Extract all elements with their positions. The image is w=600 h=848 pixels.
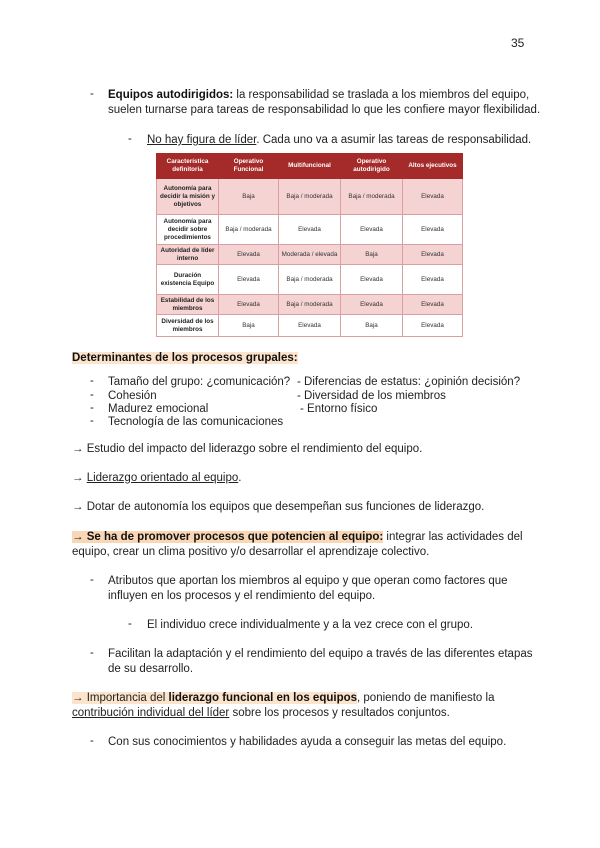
determinant-item: Tamaño del grupo: ¿comunicación? [108, 376, 291, 388]
table-row [157, 179, 463, 215]
bullet-dash: - [90, 574, 94, 586]
importance-underlined: contribución individual del líder [72, 707, 230, 719]
table-cell: Elevada [403, 315, 463, 337]
bullet-dash: - [90, 88, 94, 100]
table-row [157, 315, 463, 337]
arrow-suffix: . [238, 472, 242, 484]
determinant-item: Madurez emocional [108, 403, 209, 415]
table-cell: Autonomía para decidir sobre procedimientos [157, 215, 219, 245]
table-cell: Elevada [403, 179, 463, 215]
list-dash: - [90, 402, 94, 414]
bullet-dash: - [90, 647, 94, 659]
arrow-line-promote-cont: equipo, crear un clima positivo y/o desarrollar el aprendizaje colectivo. [72, 546, 430, 558]
bullet-attributes-cont: influyen en los procesos y el rendimiento del equipo. [108, 590, 376, 602]
table-cell: Baja / moderada [219, 215, 279, 245]
table-row [157, 265, 463, 295]
arrow-underlined: Liderazgo orientado al equipo [86, 472, 239, 484]
importance-text: , poniendo de manifiesto la [357, 692, 495, 704]
bullet-facilitate: Facilitan la adaptación y el rendimiento del equipo a través de las diferentes etapas [108, 648, 533, 660]
table-header-row [157, 154, 463, 179]
determinants-heading [72, 351, 298, 366]
table-cell: Baja [341, 245, 403, 265]
arrow-line-promote [72, 530, 523, 545]
bullet-text: la responsabilidad se traslada a los miembros del equipo, [233, 89, 530, 101]
sub-bullet-text: . Cada uno va a asumir las tareas de responsabilidad. [256, 134, 532, 146]
sub-bullet-underlined: No hay figura de líder [147, 134, 257, 146]
table-cell: Elevada [403, 245, 463, 265]
list-dash: - [90, 389, 94, 401]
arrow-prefix: → [72, 472, 87, 484]
arrow-line-autonomy: → Dotar de autonomía los equipos que desempeñan sus funciones de liderazgo. [72, 501, 485, 513]
determinants-heading-text: Determinantes de los procesos grupales: [72, 352, 298, 364]
list-dash: - [90, 375, 94, 387]
table-cell: Elevada [341, 295, 403, 315]
table-cell: Duración existencia Equipo [157, 265, 219, 295]
importance-prefix: → Importancia del [72, 692, 169, 704]
arrow-highlight: → Se ha de promover procesos que potencien al equipo: [72, 531, 384, 543]
bullet-equipos-autodirigidos [108, 88, 529, 103]
sub-bullet-dash: - [128, 133, 132, 145]
table-cell: Autoridad de líder interno [157, 245, 219, 265]
table-header: Característica definitoria [157, 154, 219, 179]
bullet-attributes: Atributos que aportan los miembros al equipo y que operan como factores que [108, 575, 508, 587]
table-cell: Autonomía para decidir la misión y objetivos [157, 179, 219, 215]
sub-bullet-dash: - [128, 618, 132, 630]
table-header: Operativo Funcional [219, 154, 279, 179]
sub-bullet-individual: El individuo crece individualmente y a la vez crece con el grupo. [147, 619, 474, 631]
bullet-dash: - [90, 735, 94, 747]
table-cell: Baja / moderada [279, 179, 341, 215]
determinant-item-right: - Diversidad de los miembros [297, 390, 446, 402]
table-row [157, 245, 463, 265]
determinant-item-right: - Diferencias de estatus: ¿opinión decisión? [297, 376, 521, 388]
determinant-item-right: - Entorno físico [300, 403, 378, 415]
sub-bullet-no-leader [147, 133, 531, 148]
table-cell: Baja / moderada [341, 179, 403, 215]
arrow-text: integrar las actividades del [383, 531, 523, 543]
table-cell: Elevada [403, 295, 463, 315]
table-cell: Moderada / elevada [279, 245, 341, 265]
bullet-knowledge: Con sus conocimientos y habilidades ayuda a conseguir las metas del equipo. [108, 736, 507, 748]
importance-bold: liderazgo funcional en los equipos [168, 692, 358, 704]
table-cell: Elevada [219, 295, 279, 315]
table-header: Multifuncional [279, 154, 341, 179]
table-row [157, 295, 463, 315]
determinant-item: Cohesión [108, 390, 157, 402]
table-cell: Elevada [279, 315, 341, 337]
table-row [157, 215, 463, 245]
bullet-text-continued: suelen turnarse para tareas de responsabilidad lo que les confiere mayor flexibilidad. [108, 104, 541, 116]
table-header: Operativo autodirigido [341, 154, 403, 179]
table-cell: Elevada [341, 215, 403, 245]
table-cell: Estabilidad de los miembros [157, 295, 219, 315]
table-cell: Baja / moderada [279, 295, 341, 315]
page-number: 35 [511, 36, 525, 50]
importance-highlight [72, 692, 357, 704]
table-cell: Elevada [341, 265, 403, 295]
table-cell: Baja [219, 315, 279, 337]
arrow-line-team-leadership [72, 471, 241, 486]
arrow-line-impact: → Estudio del impacto del liderazgo sobre el rendimiento del equipo. [72, 443, 423, 455]
table-cell: Elevada [279, 215, 341, 245]
bullet-title: Equipos autodirigidos: [108, 89, 234, 101]
table-cell: Elevada [403, 215, 463, 245]
table-cell: Diversidad de los miembros [157, 315, 219, 337]
table-cell: Baja [219, 179, 279, 215]
list-dash: - [90, 415, 94, 427]
table-cell: Baja [341, 315, 403, 337]
importance-line-cont [72, 706, 450, 721]
table-cell: Elevada [219, 245, 279, 265]
table-cell: Baja / moderada [279, 265, 341, 295]
importance-text-2: sobre los procesos y resultados conjuntos. [229, 707, 450, 719]
bullet-facilitate-cont: de su desarrollo. [108, 663, 194, 675]
determinant-item: Tecnología de las comunicaciones [108, 416, 284, 428]
importance-line [72, 691, 494, 706]
table-cell: Elevada [403, 265, 463, 295]
table-cell: Elevada [219, 265, 279, 295]
table-header: Altos ejecutivos [403, 154, 463, 179]
team-types-table [156, 153, 463, 337]
